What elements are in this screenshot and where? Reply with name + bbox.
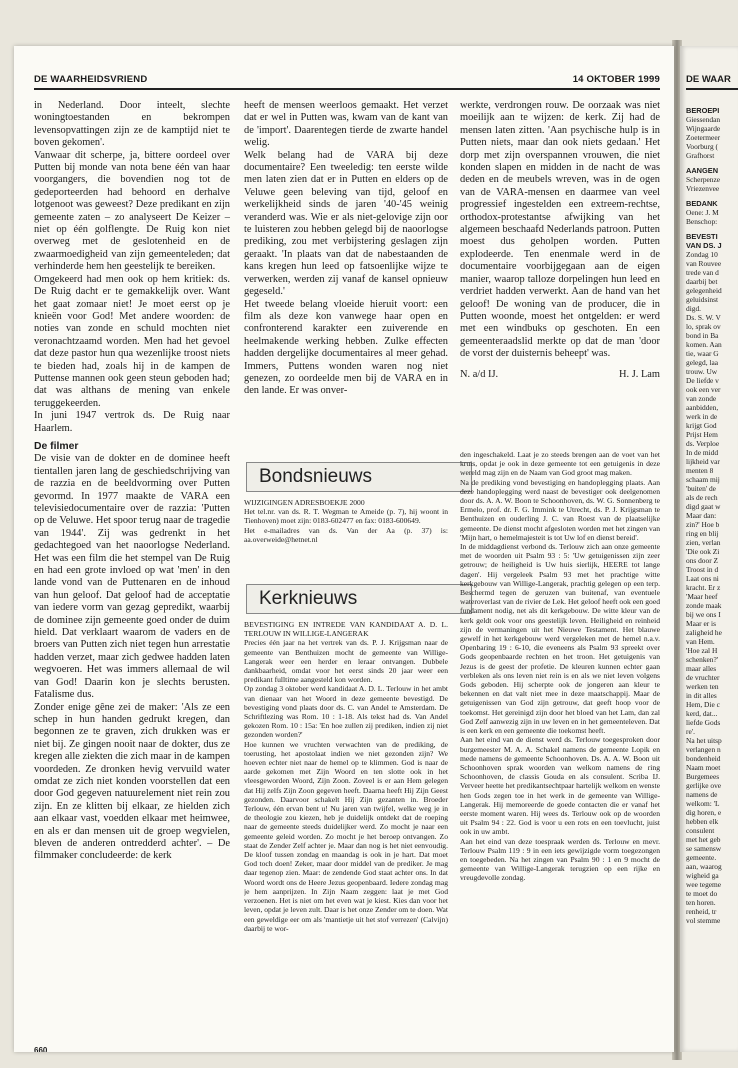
adjacent-page-line: Scherpenze: [686, 175, 721, 184]
adjacent-page-line: ten horen.: [686, 898, 716, 907]
paragraph: Aan het eind van deze toespraak werden ds. Terlouw en mevr. Terlouw Psalm 119 : 9 in een iets gewijzigde vorm toegezongen en toegebeden. Na het zingen van Psalm 90 : 1 en 9 mocht de gemeente van Willige-Langerak terugzien op een rijke en vreugdevolle zondag.: [460, 836, 660, 883]
paragraph: in Nederland. Door inteelt, slechte woningtoestanden en bekrompen levensopvattingen zijn ze de kamptijd niet te boven gekomen'.: [34, 100, 230, 149]
paragraph: Precies één jaar na het vertrek van ds. P. J. Krijgsman naar de gemeente van Benthuizen mocht de gemeente van Willige-Langerak weer een herder en leraar ontvangen. Dubbele dankbaarheid, omdat voor het eerst sinds 20 jaar weer een predikant fulltime aangesteld kon worden.: [244, 638, 448, 685]
paragraph: In juni 1947 vertrok ds. De Ruig naar Haarlem.: [34, 410, 230, 434]
adjacent-page-line: gerlijke ove: [686, 781, 722, 790]
adjacent-page-line: als de rech: [686, 493, 718, 502]
adjacent-page-line: van Rouvee: [686, 259, 722, 268]
adjacent-page-line: van Hem.: [686, 637, 715, 646]
adjacent-page-line: Vriezenvee: [686, 184, 720, 193]
adjacent-page-line: gelegenheid: [686, 286, 722, 295]
adjacent-page-line: AANGEN: [686, 166, 719, 175]
adjacent-page-line: ds. Verploe: [686, 439, 720, 448]
adjacent-page-text: [686, 100, 738, 925]
adjacent-page-line: vol stemme: [686, 916, 721, 925]
adjacent-page-line: Laat ons ni: [686, 574, 719, 583]
adjacent-page-line: schenken?': [686, 655, 719, 664]
paragraph: Het tel.nr. van ds. R. T. Wegman te Ameide (p. 7), hij woont in Tienhoven) moet zijn: 0183-602477 en fax: 0183-600649.: [244, 507, 448, 526]
adjacent-page-line: trouw. Uw: [686, 367, 718, 376]
adjacent-page: [680, 46, 738, 1052]
adjacent-page-line: lo, sprak ov: [686, 322, 721, 331]
adjacent-page-line: De liefde v: [686, 376, 719, 385]
adjacent-page-line: verlangen n: [686, 745, 721, 754]
newspaper-page: [14, 46, 674, 1052]
bondsnieuws-section: [244, 498, 448, 574]
adjacent-page-line: Oene: J. M: [686, 208, 719, 217]
paragraph: den ingeschakeld. Laat je zo steeds brengen aan de voet van het kruis, opdat je ook in deze gemeente tot een getuigenis in deze wereld mag zijn en de Naam van God groot mag maken.: [460, 450, 660, 478]
adjacent-page-line: schaam mij: [686, 475, 720, 484]
adjacent-page-line: ons door Z: [686, 556, 719, 565]
adjacent-page-line: bond in Ba: [686, 331, 719, 340]
adjacent-page-line: Benschop:: [686, 217, 718, 226]
adjacent-page-line: 'Die ook Zi: [686, 547, 720, 556]
adjacent-page-line: 'Maar heef: [686, 592, 718, 601]
adjacent-page-line: trede van d: [686, 268, 719, 277]
adjacent-page-line: Naam moet: [686, 763, 721, 772]
adjacent-page-line: Giessendan: [686, 115, 721, 124]
paragraph: Na de prediking vond bevestiging en handoplegging plaats. Aan deze handoplegging werd naast de bevestiger ook deelgenomen door ds. A. A. W. Boon te Schoonhoven, ds. W. G. Sonnenberg te Ermelo, prof. dr. F. G. Immink te Utrecht, ds. P. J. Krijgsman te Benthuizen en ouderling J. C. van Roest van de plaatselijke gemeente. De dienst mocht afgesloten worden met het zingen van 'Mijn hart, o hemelmajesteit is tot Uw lof en dienst bereid'.: [460, 477, 660, 542]
adjacent-page-line: Troost in d: [686, 565, 719, 574]
bondsnieuws-banner: Bondsnieuws: [246, 462, 472, 492]
column-3: [460, 100, 660, 444]
adjacent-page-line: Hem, Die c: [686, 700, 720, 709]
adjacent-page-line: de vruchter: [686, 673, 720, 682]
adjacent-page-line: bondenheid: [686, 754, 721, 763]
paragraph: Hoe kunnen we vruchten verwachten van de prediking, de toerusting, het apostolaat indien we niet gezonden zijn? We hoeven echter niet naar de hemel op te klimmen. God is naar de aarde gekomen met Zijn Woord en ten slotte ook in het vleesgeworden Woord, Zijn Zoon. Zoveel is er aan Hem gelegen dat Hij zelfs Zijn Zoon gegeven heeft. Daarna heeft Hij Zijn Geest gezonden. Daarvoor schakelt Hij Zijn gezanten in. Broeder Terlouw, één ervan bent u! Nu jaren van twijfel, welke weg je in de theologie zou kiezen, heb je duidelijk ontdekt dat de roeping naar de gemeente steeds duidelijker werd. Zo mocht je naar een gemeente geleid worden. Zo mocht je het beroep ontvangen. Zo staat de Zender Zelf achter je. Maar dan nog is het niet eenvoudig. De kloof tussen zondag en maandag is ook in je hart. Dat moet God toch doen! Zeker, maar door middel van de prediker. Je mag daar tegenop zien. Maar: de zendende God staat achter ons. In dat Woord wordt ons de Heere Jezus geopenbaard. Iedere zondag mag je hem aanprijzen. In Zijn Naam zeggen: laat je met God verzoenen. Het is niet om het even wat je kiest. Kies dan voor het leven, opdat je leven zult. Daar is het onze Zender om te doen. Wat een geweldige eer om als 'mantietje uit het stof verrezen' (Calvijn) daarbij te wor-: [244, 739, 448, 933]
adjacent-page-line: Prijst Hem: [686, 430, 718, 439]
adjacent-page-line: namens de: [686, 790, 718, 799]
adjacent-page-line: welkom: 'L: [686, 799, 720, 808]
adjacent-page-line: zaligheid he: [686, 628, 722, 637]
adjacent-page-header: DE WAAR: [686, 74, 738, 90]
page-number: 660: [34, 1046, 48, 1052]
adjacent-page-line: liefde Gods: [686, 718, 721, 727]
adjacent-page-line: aan, waarog: [686, 862, 722, 871]
adjacent-page-line: te moet do: [686, 889, 718, 898]
adjacent-page-line: Maar er is: [686, 619, 716, 628]
publication-name: DE WAARHEIDSVRIEND: [34, 74, 148, 85]
adjacent-page-line: wee tegeme: [686, 880, 722, 889]
adjacent-page-line: Ds. S. W. V: [686, 313, 721, 322]
adjacent-page-line: hebben elk: [686, 817, 719, 826]
adjacent-page-line: se samensw: [686, 844, 722, 853]
adjacent-page-line: in dit alles: [686, 691, 717, 700]
kerknieuws-heading: BEVESTIGING EN INTREDE VAN KANDIDAAT A. D. L. TERLOUW IN WILLIGE-LANGERAK: [244, 620, 448, 639]
adjacent-page-line: gemeente.: [686, 853, 717, 862]
kerknieuws-banner: Kerknieuws: [246, 584, 472, 614]
adjacent-page-line: bij we ons I: [686, 610, 721, 619]
column-2: [244, 100, 448, 452]
adjacent-page-line: consulent: [686, 826, 715, 835]
adjacent-page-line: Wijngaarde: [686, 124, 721, 133]
adjacent-page-line: Na het uitsp: [686, 736, 722, 745]
adjacent-page-line: menten 8: [686, 466, 714, 475]
paragraph: Zonder enige gêne zei de maker: 'Als ze een schep in hun handen gedrukt kregen, dan begonnen ze te graven, zich drukken was er niet bij. Ze gingen nooit naar de dokter, dus ze kregen alle ziekten die zich maar in de kampen voordeden. Ze dronken hevig vervuild water omdat ze zich niet konden voorstellen dat een door God gegeven natuurelement niet rein zou zijn. En ze klitten bij elkaar, ze hielden zich aan elkaar vast, voedden elkaar met heimwee, en als er dan mensen uit de groep wegvielen, bleven de anderen ontredderd achter'. – De filmmaker concludeerde: de kerk: [34, 701, 230, 862]
adjacent-page-line: werk in de: [686, 412, 718, 421]
adjacent-page-line: kerd, dat...: [686, 709, 718, 718]
adjacent-page-line: VAN DS. J: [686, 241, 722, 250]
page-header: [34, 74, 660, 90]
author-initials: N. a/d IJ.: [460, 368, 499, 380]
issue-date: 14 OKTOBER 1999: [572, 74, 660, 85]
paragraph: Omgekeerd had men ook op hem kritiek: ds. De Ruig dacht er te gemakkelijk over. Want het gaat zomaar niet! Je moet eerst op je knieën voor God! Met andere woorden: de noties van zonde en schuld mochten niet veronachtzaamd worden. Men had het gevoel dat deze pastor hun qua wezenlijke troost niets te bieden had, zoals hij in de kampen de Puttense mannen ook geen steun geboden had; dat was althans de mening van enkele teruggekeerden.: [34, 273, 230, 409]
adjacent-page-line: geluidsinst: [686, 295, 719, 304]
paragraph: Het tweede belang vloeide hieruit voort: een film als deze kon vanwege haar open en confronterend karakter een zuiverende en heelmakende werking hebben. Zulke effecten hadden dergelijke documentaires al meer gehad. Immers, Puttens wonden waren nog niet genezen, zo oordeelde men bij de VARA en in den lande. Er was onver-: [244, 298, 448, 397]
adjacent-page-line: aanbidden,: [686, 403, 719, 412]
adjacent-page-line: krijgt God: [686, 421, 717, 430]
adjacent-page-line: Grafhorst: [686, 151, 715, 160]
adjacent-page-line: re'.: [686, 727, 695, 736]
column-1: [34, 100, 230, 863]
signature-line: [460, 369, 660, 381]
adjacent-page-line: digd gaat w: [686, 502, 721, 511]
adjacent-page-line: BEROEPI: [686, 106, 720, 115]
adjacent-page-line: werken ten: [686, 682, 719, 691]
kerknieuws-section: [244, 620, 448, 1040]
adjacent-page-line: zin?' Hoe b: [686, 520, 720, 529]
adjacent-page-line: BEDANK: [686, 199, 718, 208]
adjacent-page-line: Burgemees: [686, 772, 720, 781]
paragraph: werkte, verdrongen rouw. De oorzaak was niet moeilijk aan te wijzen: de kerk. Zij had de mensen laten zitten. 'Aan psychische hulp is in Putten niets, maar dan ook niets gedaan.' Het dorp met zijn overspannen vrouwen, die niet konden slapen en midden in de nacht de was deden en de meubels wreven, was in de ogen van de VARA-mensen en daarmee van veel progressief ingestelden een extreem-rechtse, orthodox-protestantse afwijking van het algemeen beschaafd Nederlands patroon. Putten moest dus geholpen worden. Putten explodeerde. Ten enenmale werd in de documentaire voorbijgegaan aan de eigen manier, waarop talloze dorpelingen hun leed en verdriet hadden verwerkt. Aan de hand van het geloof! De woning van de producer, die in Putten woonde, moest het ontgelden: er werd met een windbuks op geschoten. En een gemeenteraadslid merkte op dat de man 'door de vorst der duisternis beheept' was.: [460, 100, 660, 360]
adjacent-page-line: renheid, tr: [686, 907, 717, 916]
adjacent-page-line: Maar dan:: [686, 511, 717, 520]
section-subhead: De filmer: [34, 440, 79, 452]
adjacent-page-line: ook een ver: [686, 385, 721, 394]
adjacent-page-line: In de midd: [686, 448, 719, 457]
adjacent-page-line: met het geb: [686, 835, 721, 844]
paragraph: Welk belang had de VARA bij deze documentaire? Een tweeledig: ten eerste wilde men laten zien dat er in Putten en elders op de Veluwe geen beleving van tijd, geloof en werkelijkheid sinds de jaren '40-'45 weinig veranderd was. Wie er als niet-gelovige zijn oor te luisteren zou hebben gelegd bij de naoorlogse prediking, zou met verbijstering geslagen zijn geraakt. 'In plaats van dat de nabestaanden de kans kregen hun leed op fatsoenlijke wijze te verwerken, werden zij vanaf de kansel opnieuw gegeseld.': [244, 149, 448, 298]
column-3-continuation: [460, 450, 660, 1040]
adjacent-page-line: gelegd, laa: [686, 358, 719, 367]
adjacent-page-line: van zonde: [686, 394, 717, 403]
adjacent-page-line: komen. Aan: [686, 340, 722, 349]
adjacent-page-line: BEVESTI: [686, 232, 718, 241]
paragraph: Aan het eind van de dienst werd ds. Terlouw toegesproken door burgemeester M. A. A. Schakel namens de gemeente Lopik en mede namens de gemeente Schoonhoven. Ds. A. A. W. Boon uit Schoonhoven sprak woorden van welkom namens de ring Schoonhoven, de classis Gouda en als consulent. Scriba IJ. Verveer heette het predikantsechtpaar hartelijk welkom en wenste hen Gods zegen toe in het werk in de gemeente van Willige-Langerak. Hij memoreerde de goede contacten die er vanaf het eerste moment waren. Hij wees ds. Terlouw ook op de woorden uit Psalm 94 : 22. God is voor u een rots en een toevlucht, juist ook in uw ambt.: [460, 735, 660, 837]
author-name: H. J. Lam: [619, 368, 660, 380]
adjacent-page-line: 'Hoe zal H: [686, 646, 718, 655]
adjacent-page-line: lijkheid var: [686, 457, 720, 466]
adjacent-page-line: Voorburg (: [686, 142, 718, 151]
adjacent-page-line: zonde maak: [686, 601, 722, 610]
paragraph: Op zondag 3 oktober werd kandidaat A. D. L. Terlouw in het ambt van dienaar van het Woord in deze gemeente bevestigd. De bevestiging vond plaats door ds. C. van Andel te Amsterdam. De Schriftlezing was Rom. 10 : 1-18. Als tekst had ds. Van Andel gekozen Rom. 10 : 15a: 'En hoe zullen zij prediken, indien zij niet gezonden worden?': [244, 684, 448, 740]
adjacent-page-line: Zoetermeer: [686, 133, 721, 142]
adjacent-page-line: ring en blij: [686, 529, 719, 538]
paragraph: heeft de mensen weerloos gemaakt. Het verzet dat er wel in Putten was, kwam van de kant van de 'import'. Daarentegen tierde de zwarte handel welig.: [244, 100, 448, 149]
adjacent-page-line: kracht. Er z: [686, 583, 721, 592]
paragraph: Het e-mailadres van ds. Van der Aa (p. 37) is: aa.overweide@hetnet.nl: [244, 525, 448, 544]
adjacent-page-line: zien, verlan: [686, 538, 721, 547]
adjacent-page-line: digd.: [686, 304, 701, 313]
adjacent-page-line: daarbij bet: [686, 277, 718, 286]
paragraph: Vanwaar dit scherpe, ja, bittere oordeel over Putten bij monde van nota bene één van haar voorgangers, die bovendien nog tot de gedeporteerden had behoord en derhalve lotgenoot was geweest? Deze predikant en zijn gemeente zaten – zo analyseert De Keizer – niet op één golflengte. De Ruig kon niet overweg met de geslotenheid en de zwaarmoedigheid van zijn gemeenteleden; dat verhinderde hem hen geestelijk te bereiken.: [34, 149, 230, 273]
paragraph: De visie van de dokter en de dominee heeft tientallen jaren lang de geschiedschrijving van de razzia en de beeldvorming over Putten gevormd. In 1977 maakte de VARA een televisiedocumentaire over de razzia: 'Putten op de Veluwe. Het spoor terug naar de tragedie van 1944'. Zij was gedrenkt in het gedachtegoed van het naoorlogse Nederland. Het was een film die het stempel van De Ruig en had een grote invloed op wat 'men' in den lande vond van de Puttenaren en de inhoud van hun geloof. Dat geloof had de acceptatie van iedere vorm van gezag gepredikt, waarbij de dominee zijn gemeente goed onder de duim hield. Dat verklaart waarom de vaders en de broers van Putten zich niet tegen hun arrestatie hadden verzet, maar zich gedwee hadden laten wegvoeren. Het was immers allemaal de wil van God! Daarin kon je slechts berusten. Fatalisme dus.: [34, 453, 230, 701]
paragraph: In de middagdienst verbond ds. Terlouw zich aan onze gemeente met de woorden uit Psalm 93 : 5: 'Uw getuigenissen zijn zeer getrouw; de heiligheid is Uw huis sierlijk, HEERE tot lange dagen'. Hij vergeleek Psalm 93 met het prachtige witte kerkgebouw van Willige-Langerak, prachtig gelegen op een terp. Beschermd tegen de geruzen van buitenaf, van eventuele wateroverlast van de rivier de Lek. Het geloof heeft ook een goed fundament nodig, net als dit kerkgebouw. De witte kleur van de kerk geldt ook voor ons geestelijk leven. Heiligheid en reinheid zijn de vermaningen uit het Nieuwe Testament. Het blauwe gewelf in het kerkgebouw werd vergeleken met de hemel n.a.v. Openbaring 19 : 6-10, die eveneens als Psalm 93 spreekt over Gods geopenbaarde rechten en het troon. Het getuigenis van Jezus is de geest der profetie. De kleuren kunnen echter gaan verbleken als ons leven niet rein is en als we niet leven volgens Gods geboden. Hij scherpte ook de jongeren aan kleur te bekennen en dat valt niet mee in deze maatschappij. Maar de getuigenissen van God zijn getrouw, dat geeft hoop voor de toekomst. Het gereinigd zijn door het bloed van het Lam, dan zal God Zelf aanwezig zijn in uw leven en in het gemeenteleven. Dat is een kerk en een gemeente die toekomst heeft.: [460, 542, 660, 736]
adjacent-page-line: 'buiten' de: [686, 484, 716, 493]
adjacent-page-line: wigheid ga: [686, 871, 719, 880]
adjacent-page-line: dig horen, e: [686, 808, 722, 817]
adjacent-page-line: Zondag 10: [686, 250, 718, 259]
adjacent-page-line: maar alles: [686, 664, 717, 673]
adjacent-page-line: tie, waar G: [686, 349, 719, 358]
bondsnieuws-heading: WIJZIGINGEN ADRESBOEKJE 2000: [244, 498, 365, 507]
